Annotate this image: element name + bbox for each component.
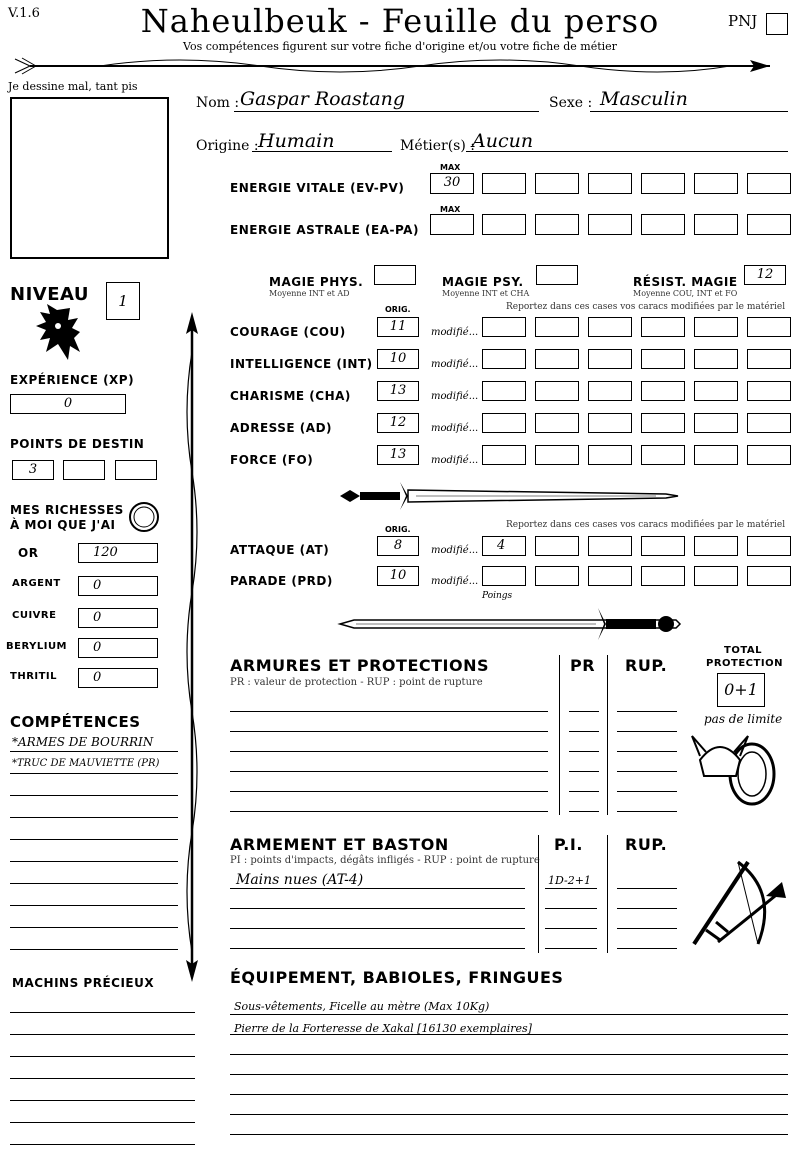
armures-label: ARMURES ET PROTECTIONS (230, 656, 489, 675)
coin-icon (128, 500, 160, 534)
armure-row-line (617, 771, 677, 772)
attaque-box-1[interactable] (482, 536, 526, 556)
courage-box-3[interactable] (588, 317, 632, 337)
equipement-item-2[interactable]: Pierre de la Forteresse de Xakal [16130 exemplaires] (234, 1022, 532, 1035)
page-title: Naheulbeuk - Feuille du perso (140, 2, 660, 40)
magie-psy-note: Moyenne INT et CHA (442, 289, 530, 298)
armure-row-line (617, 791, 677, 792)
ea-max-box[interactable] (430, 214, 474, 235)
or-value: 120 (93, 545, 118, 560)
armure-row-line (617, 751, 677, 752)
origine-line (252, 151, 392, 152)
combat-note: Reportez dans ces cases vos caracs modifiées par le matériel (506, 520, 786, 530)
adresse-box-6[interactable] (747, 413, 791, 433)
parade-box-5[interactable] (694, 566, 738, 586)
arme-row-line (545, 908, 597, 909)
parade-label: PARADE (PRD) (230, 574, 333, 588)
force-box-3[interactable] (588, 445, 632, 465)
origine-label: Origine : (196, 138, 259, 154)
portrait-frame[interactable] (10, 97, 169, 259)
courage-box-2[interactable] (535, 317, 579, 337)
parade-box-2[interactable] (535, 566, 579, 586)
header-spear-icon (0, 54, 800, 78)
sexe-value[interactable]: Masculin (600, 88, 688, 110)
parade-box-3[interactable] (588, 566, 632, 586)
ea-box-2[interactable] (535, 214, 579, 235)
parade-value: 10 (389, 568, 407, 583)
attaque-box-2[interactable] (535, 536, 579, 556)
machins-line (10, 1144, 195, 1145)
adresse-orig-box[interactable] (377, 413, 419, 433)
thritil-value: 0 (93, 670, 102, 685)
ev-box-5[interactable] (694, 173, 738, 194)
page-subtitle: Vos compétences figurent sur votre fiche d'origine et/ou votre fiche de métier (183, 40, 617, 53)
combat-orig-label: ORIG. (385, 525, 411, 534)
argent-label: ARGENT (12, 578, 61, 589)
charisme-orig-box[interactable] (377, 381, 419, 401)
competence-line (10, 817, 178, 818)
ea-box-1[interactable] (482, 214, 526, 235)
arme-row-line (230, 928, 525, 929)
origine-value[interactable]: Humain (258, 130, 335, 152)
ev-box-2[interactable] (535, 173, 579, 194)
berylium-box[interactable] (78, 638, 158, 658)
niveau-box[interactable] (106, 282, 140, 320)
portrait-caption: Je dessine mal, tant pis (8, 80, 138, 93)
force-orig-box[interactable] (377, 445, 419, 465)
adresse-label: ADRESSE (AD) (230, 421, 333, 435)
ev-label: ENERGIE VITALE (EV-PV) (230, 181, 405, 195)
ev-box-1[interactable] (482, 173, 526, 194)
armure-row-line (230, 731, 548, 732)
machins-label: MACHINS PRÉCIEUX (12, 976, 155, 990)
destin-box-2[interactable] (63, 460, 105, 480)
competence-line (10, 751, 178, 752)
charisme-box-2[interactable] (535, 381, 579, 401)
armures-note: PR : valeur de protection - RUP : point de rupture (230, 677, 483, 688)
richesses-label-1: MES RICHESSES (10, 503, 124, 517)
parade-box-4[interactable] (641, 566, 685, 586)
attaque-orig-box[interactable] (377, 536, 419, 556)
competence-line (10, 927, 178, 928)
machins-line (10, 1100, 195, 1101)
courage-orig-box[interactable] (377, 317, 419, 337)
version-label: V.1.6 (8, 6, 40, 21)
nom-line (234, 111, 539, 112)
equipement-label: ÉQUIPEMENT, BABIOLES, FRINGUES (230, 968, 564, 987)
ea-value (431, 215, 473, 234)
parade-box-1[interactable] (482, 566, 526, 586)
sexe-line (590, 111, 788, 112)
cuivre-label: CUIVRE (12, 610, 57, 621)
force-box-5[interactable] (694, 445, 738, 465)
destin-label: POINTS DE DESTIN (10, 437, 145, 451)
resist-magie-value: 12 (756, 267, 774, 282)
intelligence-value: 10 (389, 351, 407, 366)
total-protection-label-2: PROTECTION (706, 658, 783, 669)
destin-value: 3 (28, 462, 38, 477)
charisme-box-3[interactable] (588, 381, 632, 401)
competence-line (10, 949, 178, 950)
richesses-label-2: À MOI QUE J'AI (10, 518, 116, 532)
arme-row-line (545, 888, 597, 889)
magie-phys-box[interactable] (374, 265, 416, 285)
courage-value: 11 (389, 319, 407, 334)
xp-label: EXPÉRIENCE (XP) (10, 373, 135, 387)
armement-rup-header: RUP. (625, 835, 668, 854)
intelligence-box-2[interactable] (535, 349, 579, 369)
niveau-label: NIVEAU (10, 284, 89, 305)
equipement-row-line (230, 1114, 788, 1115)
armure-row-line (230, 711, 548, 712)
or-label: OR (18, 546, 39, 560)
parade-orig-box[interactable] (377, 566, 419, 586)
force-box-1[interactable] (482, 445, 526, 465)
competence-line (10, 795, 178, 796)
or-box[interactable] (78, 543, 158, 563)
nom-value[interactable]: Gaspar Roastang (240, 88, 406, 110)
total-protection-label-1: TOTAL (724, 645, 762, 656)
attaque-box-4[interactable] (641, 536, 685, 556)
equipement-row-line (230, 1094, 788, 1095)
armure-row-line (569, 811, 599, 812)
machins-line (10, 1078, 195, 1079)
sword-icon (336, 606, 682, 642)
ea-box-3[interactable] (588, 214, 632, 235)
arme-row-line (617, 928, 677, 929)
total-protection-box[interactable] (717, 673, 765, 707)
charisme-modifie: modifié... (431, 391, 479, 402)
attaque-box-3[interactable] (588, 536, 632, 556)
arme-row-line (617, 888, 677, 889)
pas-de-limite: pas de limite (704, 712, 783, 726)
arme-row-line (230, 948, 525, 949)
ea-box-4[interactable] (641, 214, 685, 235)
intelligence-box-5[interactable] (694, 349, 738, 369)
intelligence-box-3[interactable] (588, 349, 632, 369)
armement-label: ARMEMENT ET BASTON (230, 835, 449, 854)
adresse-modifie: modifié... (431, 423, 479, 434)
competence-1[interactable]: *ARMES DE BOURRIN (12, 735, 154, 749)
armement-note: PI : points d'impacts, dégâts infligés - RUP : point de rupture (230, 855, 540, 866)
charisme-box-6[interactable] (747, 381, 791, 401)
armement-pi-header: P.I. (554, 835, 583, 854)
intelligence-box-6[interactable] (747, 349, 791, 369)
metier-label: Métier(s) : (400, 138, 475, 154)
intelligence-box-4[interactable] (641, 349, 685, 369)
vertical-spear-icon (180, 312, 204, 982)
adresse-box-1[interactable] (482, 413, 526, 433)
ea-max-label: MAX (440, 205, 461, 214)
force-label: FORCE (FO) (230, 453, 314, 467)
adresse-box-5[interactable] (694, 413, 738, 433)
armure-row-line (569, 791, 599, 792)
competence-line (10, 905, 178, 906)
adresse-box-2[interactable] (535, 413, 579, 433)
armures-divider (607, 655, 608, 815)
machins-line (10, 1122, 195, 1123)
armure-row-line (230, 751, 548, 752)
charisme-box-1[interactable] (482, 381, 526, 401)
resist-magie-note: Moyenne COU, INT et FO (633, 289, 738, 298)
intelligence-orig-box[interactable] (377, 349, 419, 369)
parade-modifie: modifié... (431, 576, 479, 587)
resist-magie-label: RÉSIST. MAGIE (633, 275, 738, 289)
adresse-box-3[interactable] (588, 413, 632, 433)
machins-line (10, 1056, 195, 1057)
ea-box-6[interactable] (747, 214, 791, 235)
xp-box[interactable] (10, 394, 126, 414)
armure-row-line (617, 811, 677, 812)
competence-line (10, 773, 178, 774)
armure-row-line (230, 791, 548, 792)
equipement-row-line (230, 1014, 788, 1015)
total-protection-value: 0+1 (724, 680, 758, 699)
force-modifie: modifié... (431, 455, 479, 466)
attaque-box-5[interactable] (694, 536, 738, 556)
attaque-mod-value: 4 (497, 538, 506, 553)
competence-line (10, 861, 178, 862)
adresse-value: 12 (389, 415, 407, 430)
equipement-row-line (230, 1034, 788, 1035)
armure-row-line (617, 711, 677, 712)
courage-modifie: modifié... (431, 327, 479, 338)
argent-box[interactable] (78, 576, 158, 596)
equipement-row-line (230, 1074, 788, 1075)
caracs-note: Reportez dans ces cases vos caracs modifiées par le matériel (506, 302, 786, 312)
armure-row-line (569, 731, 599, 732)
attaque-value: 8 (393, 538, 403, 553)
pnj-checkbox[interactable] (766, 13, 788, 35)
magie-psy-label: MAGIE PSY. (442, 275, 524, 289)
competences-label: COMPÉTENCES (10, 713, 141, 731)
sexe-label: Sexe : (549, 95, 593, 111)
ev-value: 30 (443, 175, 461, 190)
caracs-orig-label: ORIG. (385, 305, 411, 314)
pnj-label: PNJ (728, 12, 758, 30)
thritil-label: THRITIL (10, 671, 58, 682)
courage-box-5[interactable] (694, 317, 738, 337)
magie-psy-value (537, 266, 577, 284)
courage-box-6[interactable] (747, 317, 791, 337)
charisme-value: 13 (389, 383, 407, 398)
intelligence-box-1[interactable] (482, 349, 526, 369)
competence-2[interactable]: *TRUC DE MAUVIETTE (PR) (12, 758, 160, 769)
berylium-value: 0 (93, 640, 102, 655)
armure-row-line (230, 771, 548, 772)
thritil-box[interactable] (78, 668, 158, 688)
ev-box-3[interactable] (588, 173, 632, 194)
niveau-value: 1 (118, 292, 128, 310)
ea-box-5[interactable] (694, 214, 738, 235)
helmet-shield-icon (690, 726, 782, 810)
attaque-label: ATTAQUE (AT) (230, 543, 330, 557)
ev-max-label: MAX (440, 163, 461, 172)
weapons-icon (688, 852, 788, 952)
force-box-6[interactable] (747, 445, 791, 465)
dragon-icon (32, 302, 82, 364)
magie-psy-box[interactable] (536, 265, 578, 285)
armure-row-line (569, 751, 599, 752)
arme-row-line (617, 948, 677, 949)
armure-row-line (569, 771, 599, 772)
ev-box-4[interactable] (641, 173, 685, 194)
intelligence-modifie: modifié... (431, 359, 479, 370)
charisme-box-5[interactable] (694, 381, 738, 401)
courage-box-4[interactable] (641, 317, 685, 337)
arme-1-pi[interactable]: 1D-2+1 (548, 874, 591, 887)
argent-value: 0 (93, 578, 102, 593)
destin-box-3[interactable] (115, 460, 157, 480)
armure-row-line (230, 811, 548, 812)
sword-icon (336, 478, 682, 514)
magie-phys-label: MAGIE PHYS. (269, 275, 364, 289)
armure-row-line (617, 731, 677, 732)
attaque-box-6[interactable] (747, 536, 791, 556)
courage-box-1[interactable] (482, 317, 526, 337)
nom-label: Nom : (196, 95, 240, 111)
arme-1-name[interactable]: Mains nues (AT-4) (236, 872, 364, 888)
intelligence-label: INTELLIGENCE (INT) (230, 357, 373, 371)
armures-pr-header: PR (570, 656, 596, 675)
arme-row-line (545, 928, 597, 929)
arme-row-line (617, 908, 677, 909)
parade-box-6[interactable] (747, 566, 791, 586)
ev-max-box[interactable] (430, 173, 474, 194)
arme-row-line (545, 948, 597, 949)
courage-label: COURAGE (COU) (230, 325, 346, 339)
machins-line (10, 1012, 195, 1013)
force-value: 13 (389, 447, 407, 462)
charisme-box-4[interactable] (641, 381, 685, 401)
cuivre-box[interactable] (78, 608, 158, 628)
equipement-row-line (230, 1054, 788, 1055)
berylium-label: BERYLIUM (6, 641, 68, 652)
metier-line (466, 151, 788, 152)
equipement-item-1[interactable]: Sous-vêtements, Ficelle au mètre (Max 10Kg) (234, 1000, 490, 1013)
armement-divider (538, 835, 539, 953)
armement-divider (607, 835, 608, 953)
magie-phys-value (375, 266, 415, 284)
metier-value[interactable]: Aucun (472, 130, 534, 152)
arme-row-line (230, 908, 525, 909)
destin-box-1[interactable] (12, 460, 54, 480)
force-box-4[interactable] (641, 445, 685, 465)
attaque-modifie: modifié... (431, 545, 479, 556)
poings-label: Poings (482, 591, 513, 601)
armure-row-line (569, 711, 599, 712)
force-box-2[interactable] (535, 445, 579, 465)
resist-magie-box[interactable] (744, 265, 786, 285)
equipement-row-line (230, 1134, 788, 1135)
armures-rup-header: RUP. (625, 656, 668, 675)
cuivre-value: 0 (93, 610, 102, 625)
adresse-box-4[interactable] (641, 413, 685, 433)
competence-line (10, 883, 178, 884)
ea-label: ENERGIE ASTRALE (EA-PA) (230, 223, 419, 237)
charisme-label: CHARISME (CHA) (230, 389, 351, 403)
magie-phys-note: Moyenne INT et AD (269, 289, 350, 298)
xp-value: 0 (63, 396, 73, 411)
ev-box-6[interactable] (747, 173, 791, 194)
armures-divider (559, 655, 560, 815)
machins-line (10, 1034, 195, 1035)
competence-line (10, 839, 178, 840)
arme-row-line (230, 888, 525, 889)
